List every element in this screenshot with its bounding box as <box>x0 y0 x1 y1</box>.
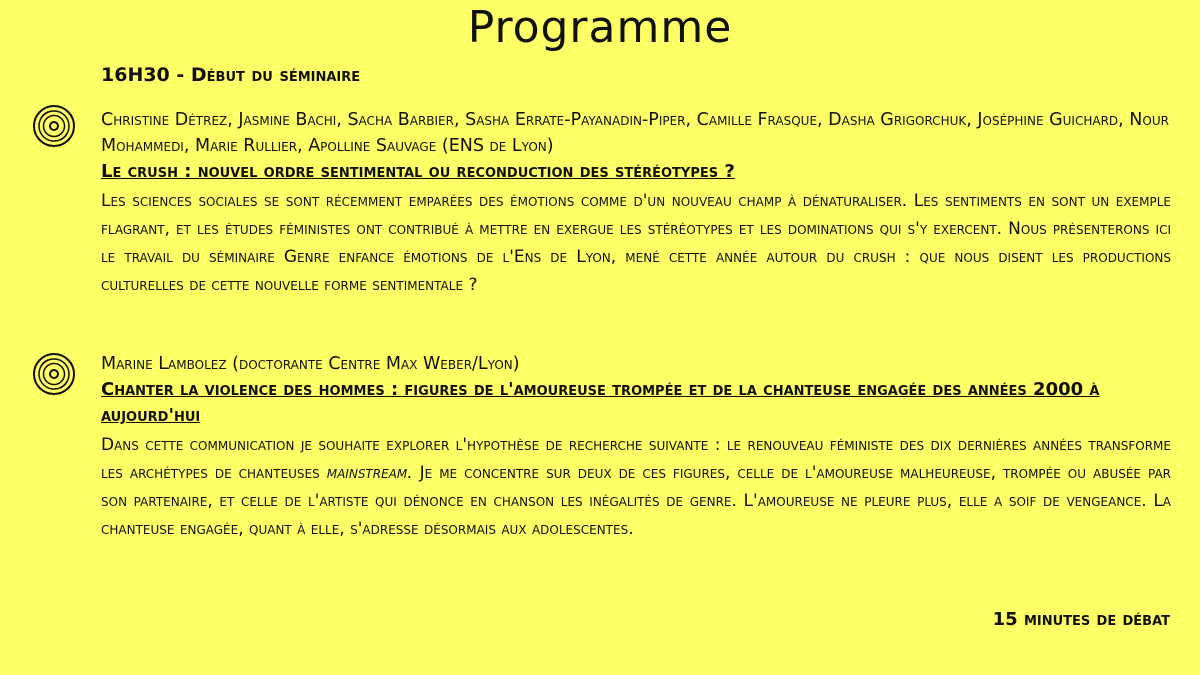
talk-2-abstract-part: Je me concentre sur deux de ces figures, celle de l'amoureuse malheureuse, trompée ou abusée par son partenaire, et celle de l'artiste qui dénonce en chanson les inégalités de genre. L'amoureuse ne pleure plus, elle a soif de vengeance. La chanteuse engagée, quant à elle, s'adresse désormais aux adolescentes. <box>101 463 1172 539</box>
talk-2 <box>101 351 1171 543</box>
vinyl-record-icon <box>32 352 76 396</box>
talk-2-abstract <box>101 431 1171 543</box>
talk-2-abstract-part: Dans cette communication je souhaite explorer l'hypothèse de recherche suivante : le renouveau féministe des dix dernières années transforme les archétypes de chanteuses <box>101 435 1171 483</box>
talk-1 <box>101 107 1171 299</box>
talk-1-title: Le crush : nouvel ordre sentimental ou reconduction des stéréotypes ? <box>101 161 735 182</box>
talk-2-abstract-emphasis: mainstream. <box>326 463 413 483</box>
vinyl-record-icon <box>32 104 76 148</box>
talk-2-title: Chanter la violence des hommes : figures de l'amoureuse trompée et de la chanteuse engagée des années 2000 à aujourd'hui <box>101 379 1100 426</box>
talk-2-authors: Marine Lambolez (doctorante Centre Max Weber/Lyon) <box>101 354 520 374</box>
talk-1-abstract: Les sciences sociales se sont récemment emparées des émotions comme d'un nouveau champ à dénaturaliser. Les sentiments en sont un exemple flagrant, et les études féministes ont contribué à mettre en exergue les stéréotypes et les dominations qui s'y exercent. Nous présenterons ici le travail du séminaire Genre enfance émotions de l'Ens de Lyon, mené cette année autour du crush : que nous disent les productions culturelles de cette nouvelle forme sentimentale ? <box>101 191 1171 295</box>
page-title: Programme <box>467 2 733 53</box>
talk-1-authors: Christine Détrez, Jasmine Bachi, Sacha Barbier, Sasha Errate-Payanadin-Piper, Camille Frasque, Dasha Grigorchuk, Joséphine Guichard, Nour Mohammedi, Marie Rullier, Apolline Sauvage (ENS de Lyon) <box>101 110 1169 156</box>
debate-duration: 15 minutes de débat <box>992 609 1170 630</box>
start-time: 16H30 - Début du séminaire <box>101 64 361 86</box>
